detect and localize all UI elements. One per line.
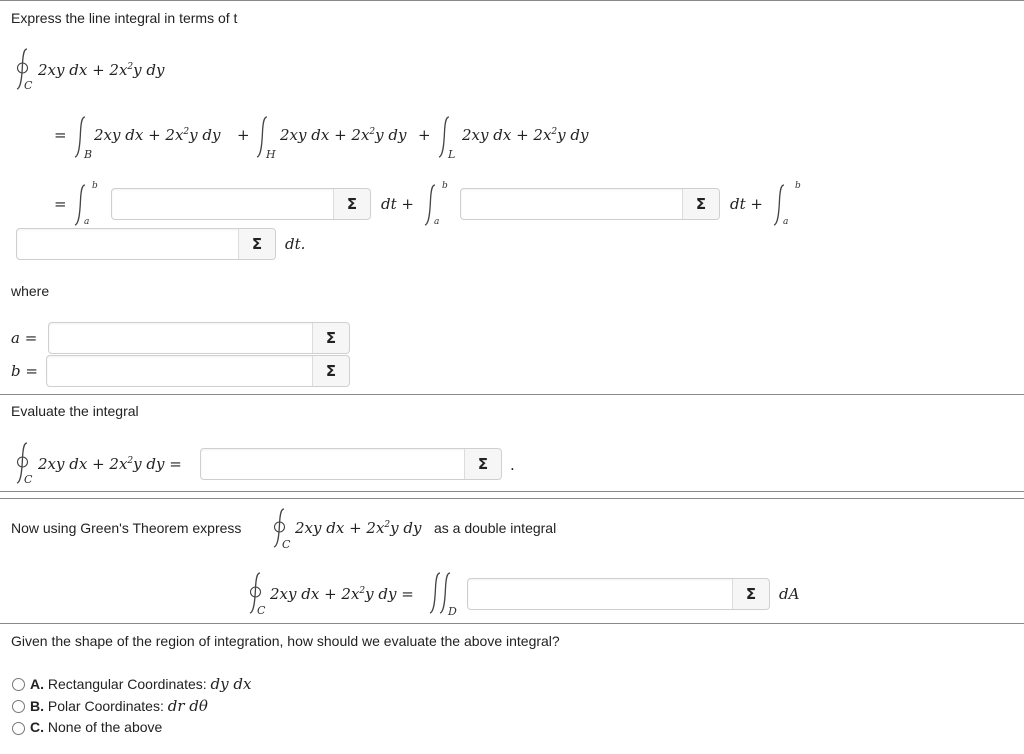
option-a[interactable]: A. Rectangular Coordinates: dy dx	[11, 674, 311, 694]
sigma-button[interactable]: Σ	[732, 579, 769, 609]
evaluate-heading: Evaluate the integral	[11, 403, 139, 419]
divider	[0, 491, 1024, 492]
region-question: Given the shape of the region of integration, how should we evaluate the above integral?	[11, 633, 560, 649]
param-integrand-2-input[interactable]	[461, 189, 689, 219]
sigma-button[interactable]: Σ	[464, 449, 501, 479]
dA-label: dA	[779, 585, 800, 603]
param-integrand-3[interactable]	[16, 228, 276, 260]
b-field[interactable]	[46, 355, 350, 387]
evaluate-input[interactable]	[201, 449, 471, 479]
param-integrand-3-input[interactable]	[17, 229, 245, 259]
sigma-button[interactable]: Σ	[682, 189, 719, 219]
a-field[interactable]	[48, 322, 350, 354]
line-integral-prompt: Express the line integral in terms of t	[11, 10, 238, 26]
a-input[interactable]	[49, 323, 319, 353]
upper-limit: b	[795, 181, 801, 191]
upper-limit: b	[92, 181, 98, 191]
radio-button[interactable]	[12, 700, 25, 713]
param-integrand-1-input[interactable]	[112, 189, 340, 219]
a-equals-label: a =	[11, 329, 38, 347]
lower-limit: a	[783, 217, 789, 227]
sigma-button[interactable]: Σ	[312, 356, 349, 386]
radio-button[interactable]	[12, 722, 25, 735]
greens-equation: C 2xy dx + $2x^2y$ dy = D	[243, 570, 473, 620]
divider	[0, 623, 1024, 624]
sigma-button[interactable]: Σ	[312, 323, 349, 353]
evaluate-integral: C 2xy dx + $2x^2y$ dy =	[10, 440, 210, 490]
option-b[interactable]: B. Polar Coordinates: dr dθ	[11, 696, 311, 716]
lower-limit: a	[434, 217, 440, 227]
sigma-button[interactable]: Σ	[238, 229, 275, 259]
closed-line-integral: C 2xy dx + $2x^2y$ dy	[10, 46, 180, 96]
lower-limit: a	[84, 217, 90, 227]
top-divider	[0, 0, 1024, 1]
greens-prompt-after: as a double integral	[434, 520, 557, 536]
segment-split: = B 2xy dx + $2x^2y$ dy + H 2xy dx + $2x^2y$ dy + L 2xy dx + $2x^2y$ dy	[50, 112, 610, 166]
divider	[0, 394, 1024, 395]
greens-prompt-before: Now using Green's Theorem express	[11, 520, 242, 536]
b-equals-label: b =	[11, 362, 38, 380]
b-input[interactable]	[47, 356, 319, 386]
equals-sign: =	[54, 195, 67, 213]
param-integrand-2[interactable]	[460, 188, 720, 220]
dt-plus-2: dt +	[730, 195, 763, 213]
dt-plus-1: dt +	[381, 195, 414, 213]
period: .	[510, 456, 515, 474]
double-integrand-input[interactable]	[468, 579, 739, 609]
double-integrand-field[interactable]	[467, 578, 770, 610]
dt-end: dt.	[285, 235, 306, 253]
divider	[0, 498, 1024, 499]
where-label: where	[11, 283, 50, 299]
param-integrand-1[interactable]	[111, 188, 371, 220]
sigma-button[interactable]: Σ	[333, 189, 370, 219]
greens-inline-integral: C 2xy dx + $2x^2y$ dy	[268, 506, 438, 554]
radio-button[interactable]	[12, 678, 25, 691]
upper-limit: b	[442, 181, 448, 191]
option-c[interactable]: C. None of the above	[11, 718, 311, 738]
evaluate-field[interactable]	[200, 448, 502, 480]
